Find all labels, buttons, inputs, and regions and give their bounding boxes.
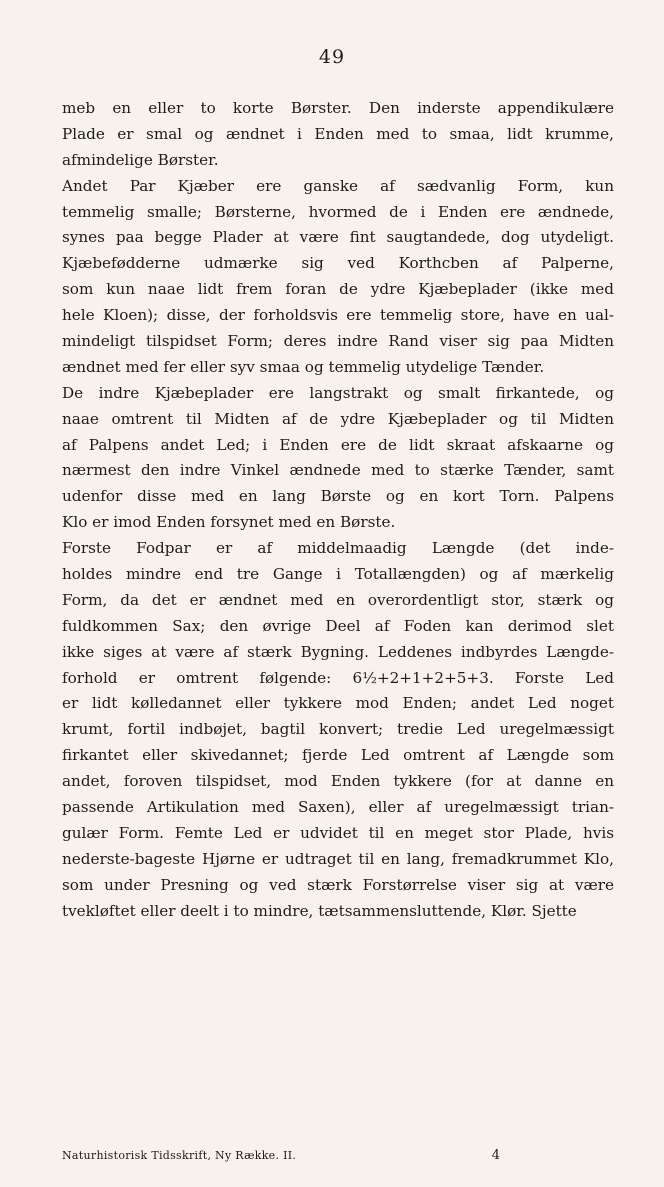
text-line: synes paa begge Plader at være fint saugtandede, dog utydeligt. [62,228,614,247]
text-line: mindeligt tilspidset Form; deres indre Rand viser sig paa Midten [62,332,614,351]
text-line: nederste-bageste Hjørne er udtraget til en lang, fremadkrummet Klo, [62,849,614,868]
text-line: naae omtrent til Midten af de ydre Kjæbeplader og til Midten [62,409,614,428]
text-line: er lidt kølledannet eller tykkere mod Enden; andet Led noget [62,694,614,713]
text-line: forhold er omtrent følgende: 6½+2+1+2+5+3. Forste Led [62,668,614,687]
page-footer [62,1148,614,1164]
text-line: tvekløftet eller deelt i to mindre, tætsammensluttende, Klør. Sjette [62,901,577,920]
text-line: andet, foroven tilspidset, mod Enden tykkere (for at danne en [62,772,614,791]
text-line: Klo er imod Enden forsynet med en Børste. [62,513,396,532]
text-line: firkantet eller skivedannet; fjerde Led omtrent af Længde som [62,746,614,765]
text-line: som kun naae lidt frem foran de ydre Kjæbeplader (ikke med [62,280,614,299]
text-line: afmindelige Børster. [62,150,219,169]
text-line: holdes mindre end tre Gange i Totallængden) og af mærkelig [62,565,614,584]
text-line: hele Kloen); disse, der forholdsvis ere temmelig store, have en ual- [62,306,614,325]
journal-signature: Naturhistorisk Tidsskrift, Ny Række. II. [62,1149,297,1162]
text-line: Andet Par Kjæber ere ganske af sædvanlig Form, kun [62,176,614,195]
text-line: Kjæbefødderne udmærke sig ved Korthcben af Palperne, [62,254,614,273]
text-line: ændnet med fer eller syv smaa og temmelig utydelige Tænder. [62,357,545,376]
text-line: krumt, fortil indbøjet, bagtil konvert; tredie Led uregelmæssigt [62,720,614,739]
text-line: Form, da det er ændnet med en overordentligt stor, stærk og [62,590,614,609]
text-line: passende Artikulation med Saxen), eller af uregelmæssigt trian- [62,798,614,817]
text-line: temmelig smalle; Børsterne, hvormed de i Enden ere ændnede, [62,202,614,221]
text-line: Forste Fodpar er af middelmaadig Længde (det inde- [62,539,614,558]
page-number: 49 [318,46,346,68]
text-line: gulær Form. Femte Led er udvidet til en meget stor Plade, hvis [62,823,614,842]
body-text [62,96,614,925]
signature-mark: 4 [491,1148,500,1163]
text-line: nærmest den indre Vinkel ændnede med to stærke Tænder, samt [62,461,614,480]
text-line: ikke siges at være af stærk Bygning. Leddenes indbyrdes Længde- [62,642,614,661]
text-line: udenfor disse med en lang Børste og en kort Torn. Palpens [62,487,614,506]
text-line: meb en eller to korte Børster. Den inderste appendikulære [62,99,614,117]
text-line: fuldkommen Sax; den øvrige Deel af Foden kan derimod slet [62,616,614,635]
text-line: af Palpens andet Led; i Enden ere de lidt skraat afskaarne og [62,435,614,454]
text-line: Plade er smal og ændnet i Enden med to smaa, lidt krumme, [62,124,614,143]
text-line: som under Presning og ved stærk Forstørrelse viser sig at være [62,875,614,894]
text-line: De indre Kjæbeplader ere langstrakt og smalt firkantede, og [62,383,614,402]
